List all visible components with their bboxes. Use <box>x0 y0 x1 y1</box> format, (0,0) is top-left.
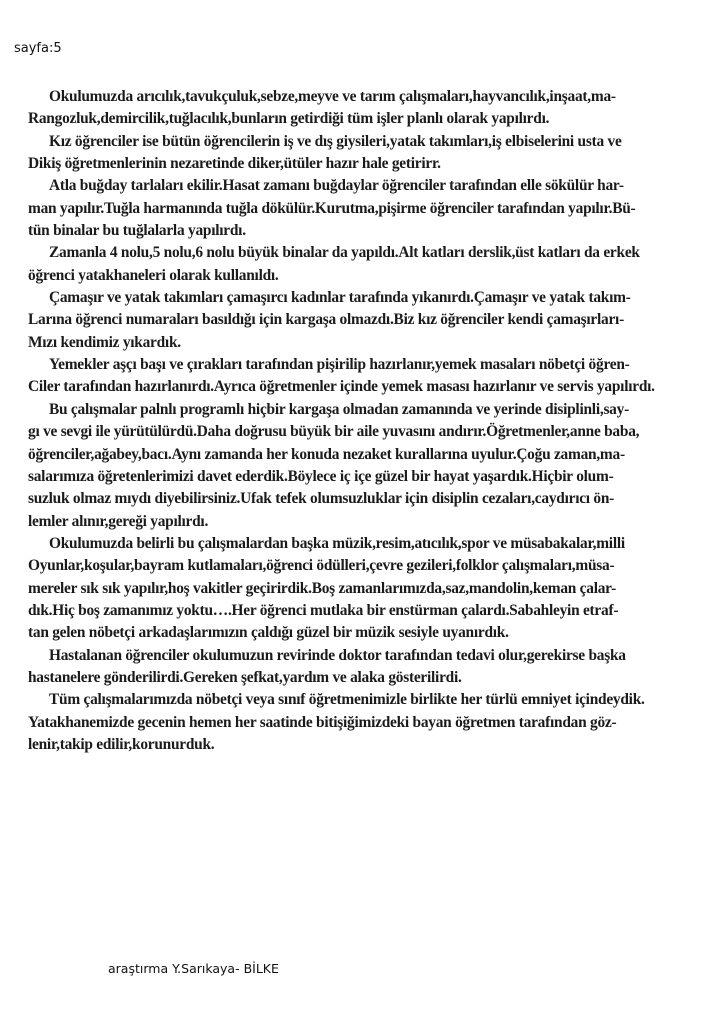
text-line: Yemekler aşçı başı ve çırakları tarafından pişirilip hazırlanır,yemek masaları nöbetçi öğren- <box>49 356 630 374</box>
text-line: Kız öğrenciler ise bütün öğrencilerin iş ve dış giysileri,yatak takımları,iş elbiselerini usta ve <box>49 132 622 150</box>
text-line: Hastalanan öğrenciler okulumuzun revirinde doktor tarafından tedavi olur,gerekirse başka <box>49 646 626 664</box>
text-line: Okulumuzda arıcılık,tavukçuluk,sebze,meyve ve tarım çalışmaları,hayvancılık,inşaat,ma- <box>49 88 616 105</box>
text-line: lemler alınır,gereği yapılırdı. <box>28 512 209 530</box>
text-line: man yapılır.Tuğla harmanında tuğla dökülür.Kurutma,pişirme öğrenciler tarafından yapılır.Bü- <box>28 199 636 217</box>
text-line: Mızı kendimiz yıkardık. <box>28 333 181 351</box>
text-line: öğrenci yatakhaneleri olarak kullanıldı. <box>28 266 279 284</box>
text-line: Tüm çalışmalarımızda nöbetçi veya sınıf öğretmenimizle birlikte her türlü emniyet içindeydik. <box>49 691 645 709</box>
footer-credit: araştırma Y.Sarıkaya- BİLKE <box>108 961 279 976</box>
text-line: mereler sık sık yapılır,hoş vakitler geçirirdik.Boş zamanlarımızda,saz,mandolin,keman çalar- <box>28 579 617 597</box>
text-line: Atla buğday tarlaları ekilir.Hasat zamanı buğdaylar öğrenciler tarafından elle sökülür har- <box>49 177 624 195</box>
text-line: lenir,takip edilir,korunurduk. <box>28 735 215 753</box>
text-line: tan gelen nöbetçi arkadaşlarımızın çaldığı güzel bir müzik sesiyle uyanırdık. <box>28 624 509 642</box>
text-line: Okulumuzda belirli bu çalışmalardan başka müzik,resim,atıcılık,spor ve müsabakalar,milli <box>49 534 625 552</box>
text-line: Oyunlar,koşular,bayram kutlamaları,öğrenci ödülleri,çevre gezileri,folklor çalışmaları,müsa- <box>28 557 615 575</box>
text-line: salarımıza öğretenlerimizi davet ederdik.Böylece iç içe güzel bir hayat yaşardık.Hiçbir olum- <box>28 467 614 485</box>
text-line: Zamanla 4 nolu,5 nolu,6 nolu büyük binalar da yapıldı.Alt katları derslik,üst katları da erkek <box>49 244 640 262</box>
scanned-document-text <box>28 86 700 756</box>
text-line: tün binalar bu tuğlalarla yapılırdı. <box>28 222 246 240</box>
text-line: Yatakhanemizde gecenin hemen her saatinde bitişiğimizdeki bayan öğretmen tarafından göz- <box>28 713 617 731</box>
text-line: öğrenciler,ağabey,bacı.Aynı zamanda her konuda nezaket kurallarına uyulur.Çoğu zaman,ma- <box>28 445 625 463</box>
text-line: Rangozluk,demircilik,tuğlacılık,bunların getirdiği tüm işler planlı olarak yapılırdı. <box>28 110 550 128</box>
text-line: dık.Hiç boş zamanımız yoktu….Her öğrenci mutlaka bir enstürman çalardı.Sabahleyin etraf- <box>28 601 619 619</box>
text-line: Ciler tarafından hazırlanırdı.Ayrıca öğretmenler içinde yemek masası hazırlanır ve servis yapılırdı. <box>28 378 655 396</box>
text-line: hastanelere gönderilirdi.Gereken şefkat,yardım ve alaka gösterilirdi. <box>28 668 462 686</box>
text-line: Larına öğrenci numaraları basıldığı için kargaşa olmazdı.Biz kız öğrenciler kendi çamaşırları- <box>28 311 624 329</box>
text-line: gı ve sevgi ile yürütülürdü.Daha doğrusu büyük bir aile yuvasını andırır.Öğretmenler,anne baba, <box>28 423 640 441</box>
text-line: Bu çalışmalar palnlı programlı hiçbir kargaşa olmadan zamanında ve yerinde disiplinli,say- <box>49 400 629 418</box>
page-number-label: sayfa:5 <box>14 41 62 56</box>
text-line: Çamaşır ve yatak takımları çamaşırcı kadınlar tarafında yıkanırdı.Çamaşır ve yatak takım- <box>49 289 631 307</box>
text-line: Dikiş öğretmenlerinin nezaretinde diker,ütüler hazır hale getirirr. <box>28 155 441 173</box>
text-line: suzluk olmaz mıydı diyebilirsiniz.Ufak tefek olumsuzluklar için disiplin cezaları,caydırıcı ön- <box>28 490 615 508</box>
